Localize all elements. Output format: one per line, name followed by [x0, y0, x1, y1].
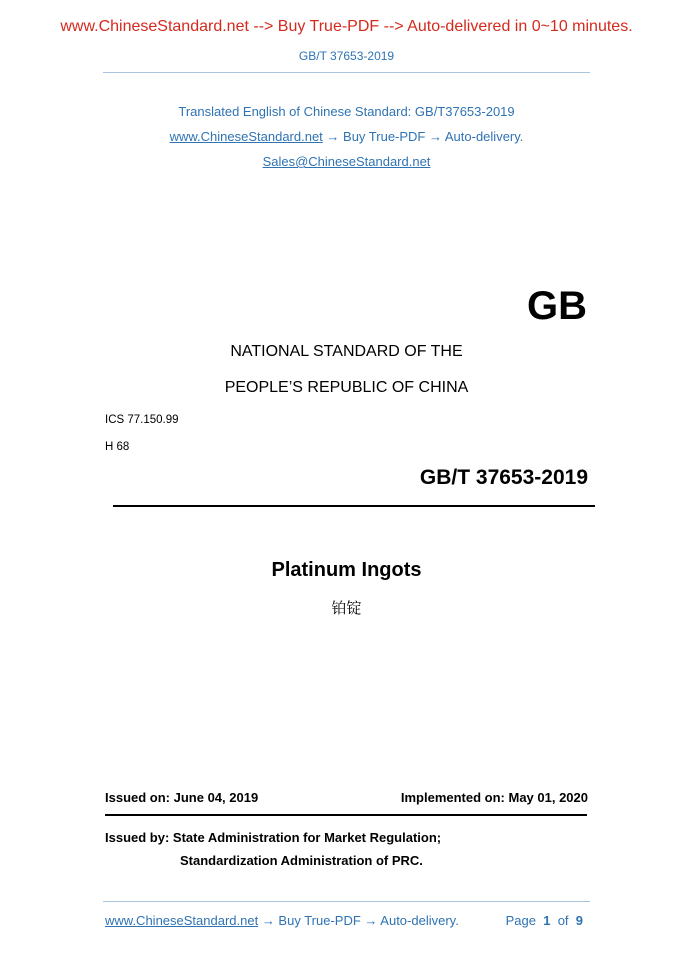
document-title-chinese: 铂锭: [331, 600, 362, 617]
site-link[interactable]: www.ChineseStandard.net: [169, 129, 323, 144]
h-code: H 68: [105, 441, 130, 453]
header-standard-code: GB/T 37653-2019: [298, 49, 395, 63]
page-number: 1: [543, 913, 551, 928]
purchase-text: → Buy True-PDF → Auto-delivery.: [322, 129, 524, 144]
top-banner[interactable]: www.ChineseStandard.net --> Buy True-PDF --> Auto-delivered in 0~10 minutes.: [60, 18, 633, 35]
code-divider: [113, 505, 595, 507]
ics-code: ICS 77.150.99: [105, 414, 179, 426]
document-title: Platinum Ingots: [271, 559, 422, 581]
issued-by-line2: Standardization Administration of PRC.: [180, 853, 423, 868]
footer-purchase: [105, 913, 459, 928]
header-divider: [103, 72, 590, 73]
implemented-on: Implemented on: May 01, 2020: [400, 790, 588, 805]
footer-purchase-text: → Buy True-PDF → Auto-delivery.: [258, 913, 459, 928]
purchase-line: [0, 129, 693, 144]
gb-mark: GB: [527, 284, 587, 328]
page-label: Page: [505, 913, 536, 928]
footer-divider: [103, 901, 590, 902]
national-standard-line2: PEOPLE’S REPUBLIC OF CHINA: [224, 379, 469, 396]
page-total: 9: [575, 913, 583, 928]
footer-site-link[interactable]: www.ChineseStandard.net: [105, 913, 259, 928]
page-indicator: [506, 913, 583, 928]
issued-by-line1: Issued by: State Administration for Market Regulation;: [105, 830, 442, 845]
issued-on: Issued on: June 04, 2019: [105, 790, 259, 805]
dates-divider: [105, 814, 587, 816]
email-link[interactable]: Sales@ChineseStandard.net: [262, 154, 431, 169]
email-line: [0, 154, 693, 169]
translation-line: Translated English of Chinese Standard: GB/T37653-2019: [178, 104, 515, 119]
standard-code: GB/T 37653-2019: [419, 466, 588, 489]
of-label: of: [557, 913, 569, 928]
national-standard-line1: NATIONAL STANDARD OF THE: [230, 343, 463, 360]
